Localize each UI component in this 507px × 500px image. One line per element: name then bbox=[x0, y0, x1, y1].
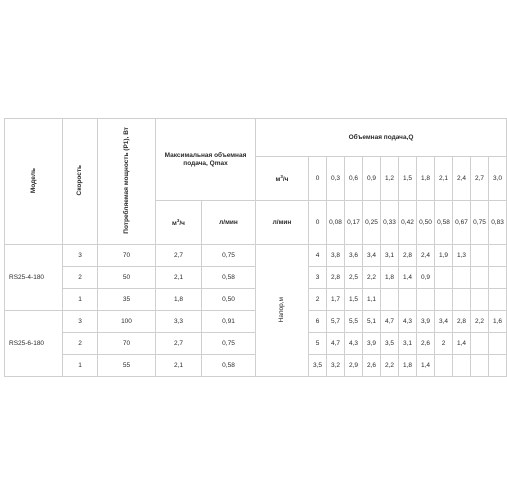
qmax-unit-m3h: $м^3/ч$ bbox=[156, 201, 202, 245]
power-cell: 55 bbox=[98, 355, 156, 377]
header-flow: Объемная подача,Q bbox=[256, 119, 507, 157]
flow-value-lmin: 0,75 bbox=[471, 201, 489, 245]
head-value-cell bbox=[453, 289, 471, 311]
header-speed: Скорость bbox=[63, 119, 98, 245]
qmax-lmin-cell: 0,91 bbox=[202, 311, 256, 333]
header-power: Потребляемая мощность (P1), Вт bbox=[98, 119, 156, 245]
head-value-cell: 1,4 bbox=[417, 355, 435, 377]
head-value-cell bbox=[471, 267, 489, 289]
head-value-cell: 4,7 bbox=[381, 311, 399, 333]
head-value-cell: 5,1 bbox=[363, 311, 381, 333]
power-cell: 50 bbox=[98, 267, 156, 289]
head-value-cell: 2,8 bbox=[399, 245, 417, 267]
flow-value-m3h: 0,6 bbox=[345, 157, 363, 201]
head-value-cell: 2,8 bbox=[327, 267, 345, 289]
flow-unit-lmin: л/мин bbox=[256, 201, 309, 245]
header-qmax: Максимальная объемная подача, Qmax bbox=[156, 119, 256, 201]
power-cell: 70 bbox=[98, 245, 156, 267]
head-value-cell bbox=[435, 355, 453, 377]
flow-value-m3h: 2,4 bbox=[453, 157, 471, 201]
head-value-cell: 3,5 bbox=[309, 355, 327, 377]
head-value-cell: 3,8 bbox=[327, 245, 345, 267]
speed-cell: 2 bbox=[63, 267, 98, 289]
speed-cell: 3 bbox=[63, 245, 98, 267]
header-model: Модель bbox=[5, 119, 63, 245]
flow-value-lmin: 0,08 bbox=[327, 201, 345, 245]
flow-value-lmin: 0,58 bbox=[435, 201, 453, 245]
qmax-m3h-cell: 2,7 bbox=[156, 245, 202, 267]
flow-value-lmin: 0 bbox=[309, 201, 327, 245]
head-value-cell bbox=[489, 267, 507, 289]
power-cell: 35 bbox=[98, 289, 156, 311]
head-value-cell bbox=[471, 355, 489, 377]
head-value-cell: 4,3 bbox=[345, 333, 363, 355]
flow-value-m3h: 3,0 bbox=[489, 157, 507, 201]
qmax-m3h-cell: 2,1 bbox=[156, 267, 202, 289]
head-value-cell: 0,9 bbox=[417, 267, 435, 289]
head-value-cell: 2 bbox=[309, 289, 327, 311]
flow-unit-m3h: $м^3/ч$ bbox=[256, 157, 309, 201]
speed-cell: 3 bbox=[63, 311, 98, 333]
head-value-cell: 6 bbox=[309, 311, 327, 333]
head-value-cell: 3,5 bbox=[381, 333, 399, 355]
head-value-cell: 3,6 bbox=[345, 245, 363, 267]
speed-cell: 1 bbox=[63, 355, 98, 377]
flow-value-m3h: 0,9 bbox=[363, 157, 381, 201]
power-cell: 100 bbox=[98, 311, 156, 333]
flow-value-lmin: 0,67 bbox=[453, 201, 471, 245]
head-value-cell: 2,2 bbox=[471, 311, 489, 333]
head-value-cell bbox=[489, 355, 507, 377]
head-value-cell bbox=[453, 355, 471, 377]
head-value-cell: 1,4 bbox=[453, 333, 471, 355]
speed-cell: 1 bbox=[63, 289, 98, 311]
head-value-cell: 4,3 bbox=[399, 311, 417, 333]
head-value-cell: 3,2 bbox=[327, 355, 345, 377]
qmax-m3h-cell: 2,1 bbox=[156, 355, 202, 377]
head-value-cell: 3,4 bbox=[435, 311, 453, 333]
head-value-cell bbox=[489, 289, 507, 311]
head-value-cell: 2,2 bbox=[363, 267, 381, 289]
head-label-cell bbox=[256, 245, 309, 377]
flow-value-m3h: 0 bbox=[309, 157, 327, 201]
head-value-cell: 4 bbox=[309, 245, 327, 267]
head-value-cell: 3,9 bbox=[417, 311, 435, 333]
flow-value-m3h: 1,8 bbox=[417, 157, 435, 201]
head-value-cell: 1,3 bbox=[453, 245, 471, 267]
model-cell: RS25-4-180 bbox=[5, 245, 63, 311]
flow-value-m3h: 1,5 bbox=[399, 157, 417, 201]
head-value-cell: 1,7 bbox=[327, 289, 345, 311]
head-value-cell: 1,4 bbox=[399, 267, 417, 289]
qmax-m3h-cell: 2,7 bbox=[156, 333, 202, 355]
model-cell: RS25-6-180 bbox=[5, 311, 63, 377]
head-value-cell: 5,7 bbox=[327, 311, 345, 333]
head-value-cell: 3,4 bbox=[363, 245, 381, 267]
head-value-cell: 1,6 bbox=[489, 311, 507, 333]
flow-value-lmin: 0,17 bbox=[345, 201, 363, 245]
flow-value-lmin: 0,50 bbox=[417, 201, 435, 245]
qmax-lmin-cell: 0,75 bbox=[202, 333, 256, 355]
head-value-cell: 2,4 bbox=[417, 245, 435, 267]
head-value-cell: 1,5 bbox=[345, 289, 363, 311]
head-value-cell bbox=[453, 267, 471, 289]
flow-value-m3h: 2,1 bbox=[435, 157, 453, 201]
head-value-cell: 1,1 bbox=[363, 289, 381, 311]
head-value-cell bbox=[417, 289, 435, 311]
head-value-cell: 2,2 bbox=[381, 355, 399, 377]
head-value-cell: 2,8 bbox=[453, 311, 471, 333]
flow-value-lmin: 0,33 bbox=[381, 201, 399, 245]
head-value-cell: 1,9 bbox=[435, 245, 453, 267]
head-value-cell: 3,1 bbox=[381, 245, 399, 267]
table-row bbox=[5, 245, 507, 267]
qmax-lmin-cell: 0,50 bbox=[202, 289, 256, 311]
pump-spec-table bbox=[4, 118, 507, 377]
head-value-cell: 5 bbox=[309, 333, 327, 355]
head-value-cell bbox=[399, 289, 417, 311]
head-value-cell: 3,1 bbox=[399, 333, 417, 355]
head-value-cell bbox=[471, 289, 489, 311]
qmax-m3h-cell: 3,3 bbox=[156, 311, 202, 333]
qmax-lmin-cell: 0,58 bbox=[202, 355, 256, 377]
head-value-cell bbox=[489, 333, 507, 355]
head-value-cell bbox=[435, 267, 453, 289]
head-value-cell bbox=[471, 333, 489, 355]
head-value-cell: 2,6 bbox=[363, 355, 381, 377]
qmax-lmin-cell: 0,75 bbox=[202, 245, 256, 267]
flow-value-lmin: 0,42 bbox=[399, 201, 417, 245]
flow-value-m3h: 1,2 bbox=[381, 157, 399, 201]
head-value-cell bbox=[435, 289, 453, 311]
head-value-cell: 2,6 bbox=[417, 333, 435, 355]
head-value-cell: 5,5 bbox=[345, 311, 363, 333]
speed-cell: 2 bbox=[63, 333, 98, 355]
head-value-cell: 2,5 bbox=[345, 267, 363, 289]
head-value-cell bbox=[381, 289, 399, 311]
head-value-cell: 1,8 bbox=[381, 267, 399, 289]
flow-value-lmin: 0,83 bbox=[489, 201, 507, 245]
head-label: Напор,м bbox=[278, 296, 286, 322]
head-value-cell bbox=[489, 245, 507, 267]
head-value-cell bbox=[471, 245, 489, 267]
head-value-cell: 3,9 bbox=[363, 333, 381, 355]
head-value-cell: 1,8 bbox=[399, 355, 417, 377]
qmax-lmin-cell: 0,58 bbox=[202, 267, 256, 289]
flow-value-m3h: 0,3 bbox=[327, 157, 345, 201]
head-value-cell: 2,9 bbox=[345, 355, 363, 377]
head-value-cell: 2 bbox=[435, 333, 453, 355]
head-value-cell: 4,7 bbox=[327, 333, 345, 355]
power-cell: 70 bbox=[98, 333, 156, 355]
qmax-unit-lmin: л/мин bbox=[202, 201, 256, 245]
flow-value-m3h: 2,7 bbox=[471, 157, 489, 201]
qmax-m3h-cell: 1,8 bbox=[156, 289, 202, 311]
head-value-cell: 3 bbox=[309, 267, 327, 289]
flow-value-lmin: 0,25 bbox=[363, 201, 381, 245]
